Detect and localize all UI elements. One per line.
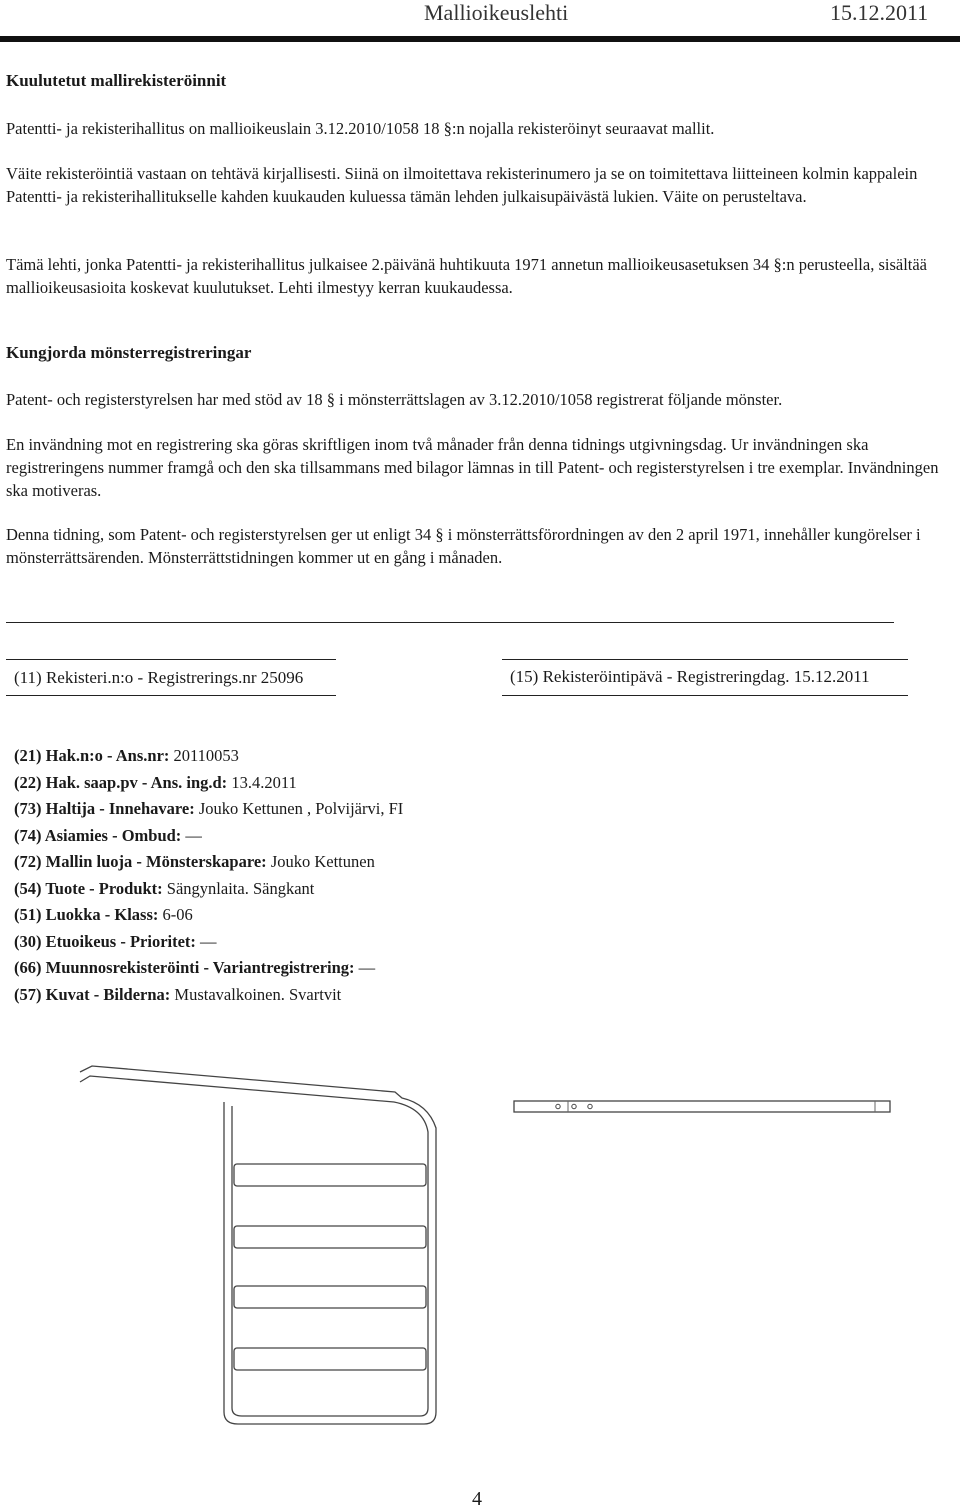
page-number: 4 [472, 1488, 482, 1510]
bed-rail-front-view [80, 1066, 436, 1424]
field-priority: (30) Etuoikeus - Prioritet: — [14, 931, 217, 951]
swedish-paragraph-1: Patent- och registerstyrelsen har med stöd av 18 § i mönsterrättslagen av 3.12.2010/1058 registrerat följande mönster. [6, 390, 783, 409]
design-drawing [0, 1040, 960, 1460]
registration-number: (11) Rekisteri.n:o - Registrerings.nr 25096 [14, 668, 304, 687]
field-images: (57) Kuvat - Bilderna: Mustavalkoinen. Svartvit [14, 984, 342, 1004]
field-variant-registration: (66) Muunnosrekisteröinti - Variantregistrering: — [14, 958, 376, 977]
registration-date-box [502, 659, 908, 696]
registration-date: (15) Rekisteröintipävä - Registreringdag. 15.12.2011 [510, 667, 870, 686]
finnish-paragraph-2: Väite rekisteröintiä vastaan on tehtävä kirjallisesti. Siinä on ilmoitettava rekisterinumero ja se on toimitettava liitteineen kolmin kappalein Patentti- ja rekisterihallitukselle kahden kuukauden kuluessa tämän lehden julkaisupäivästä lukien. Väite on perusteltava. [6, 164, 918, 206]
field-application-number: (21) Hak.n:o - Ans.nr: 20110053 [14, 746, 239, 765]
swedish-paragraph-2: En invändning mot en registrering ska göras skriftligen inom två månader från denna tidnings utgivningsdag. Ur invändningen ska registreringens nummer framgå och den ska tillsammans med bilagor lämnas in till Patent- och registerstyrelsen i tre exemplar. Invändningen ska motiveras. [6, 435, 939, 500]
field-product: (54) Tuote - Produkt: Sängynlaita. Sängkant [14, 878, 315, 898]
swedish-paragraph-3: Denna tidning, som Patent- och registerstyrelsen ger ut enligt 34 § i mönsterrättsförordningen av den 2 april 1971, innehåller kungörelser i mönsterrättsärenden. Mönsterrättstidningen kommer ut en gång i månaden. [6, 525, 921, 567]
field-filing-date: (22) Hak. saap.pv - Ans. ing.d: 13.4.2011 [14, 772, 297, 792]
section-separator [6, 622, 894, 623]
field-designer: (72) Mallin luoja - Mönsterskapare: Jouko Kettunen [14, 852, 375, 871]
publication-title: Mallioikeuslehti [424, 0, 569, 25]
registration-number-box [6, 659, 336, 696]
bed-rail-top-view [514, 1101, 890, 1112]
publication-date: 15.12.2011 [830, 0, 929, 25]
registration-fields [14, 743, 403, 1008]
finnish-heading: Kuulutetut mallirekisteröinnit [6, 71, 227, 90]
swedish-heading: Kungjorda mönsterregistreringar [6, 343, 252, 362]
field-class: (51) Luokka - Klass: 6-06 [14, 905, 193, 924]
finnish-paragraph-3: Tämä lehti, jonka Patentti- ja rekisterihallitus julkaisee 2.päivänä huhtikuuta 1971 annetun mallioikeusasetuksen 34 §:n perusteella, sisältää mallioikeusasioita koskevat kuulutukset. Lehti ilmestyy kerran kuukaudessa. [6, 255, 928, 297]
field-agent: (74) Asiamies - Ombud: — [14, 825, 202, 845]
field-holder: (73) Haltija - Innehavare: Jouko Kettunen , Polvijärvi, FI [14, 799, 404, 818]
finnish-paragraph-1: Patentti- ja rekisterihallitus on mallioikeuslain 3.12.2010/1058 18 §:n nojalla rekisteröinyt seuraavat mallit. [6, 119, 715, 138]
header-rule [0, 36, 960, 42]
